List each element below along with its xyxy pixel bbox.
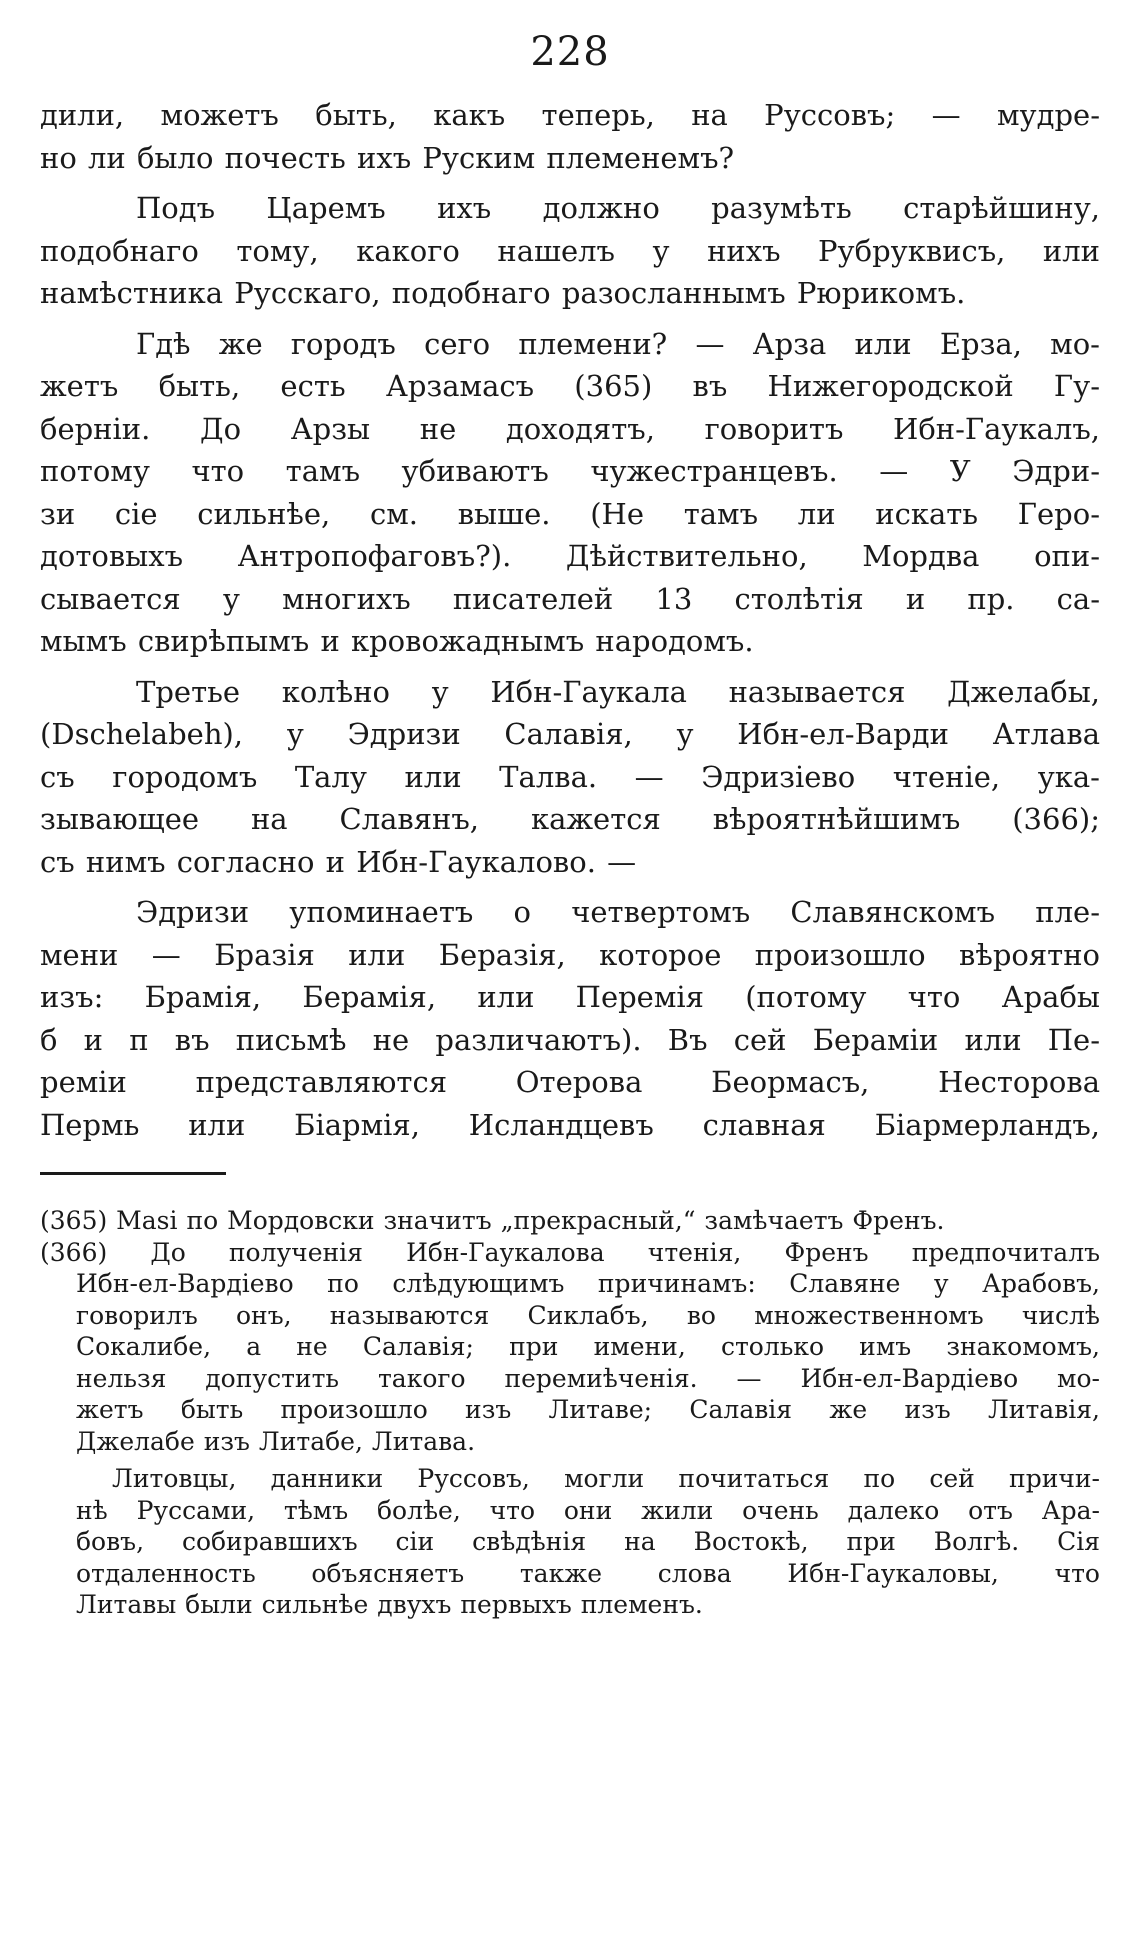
text-line: но ли было почесть ихъ Руским племенемъ?	[40, 140, 735, 175]
text-line: Подъ Царемъ ихъ должно разумѣть старѣйшину,	[136, 191, 1100, 225]
footnote-line: (366) До полученія Ибн-Гаукалова чтенія, Френъ предпочиталъ	[40, 1237, 1100, 1267]
book-page	[40, 28, 1100, 1621]
text-line: Пермь или Біармія, Исландцевъ славная Біармерландъ,	[40, 1107, 1100, 1142]
text-line: берніи. До Арзы не доходятъ, говоритъ Ибн-Гаукалъ,	[40, 411, 1100, 446]
text-line: (Dschelabeh), у Эдризи Салавія, у Ибн-ел-Варди Атлава	[40, 717, 1100, 751]
text-line: ремiи представляются Отерова Беормасъ, Несторова	[40, 1065, 1100, 1099]
footnotes	[40, 1205, 1100, 1621]
footnote-line: говорилъ онъ, называются Сиклабъ, во множественномъ числѣ	[76, 1300, 1100, 1330]
text-line: потому что тамъ убиваютъ чужестранцевъ. — У Эдри-	[40, 454, 1100, 488]
text-line: б и п въ письмѣ не различаютъ). Въ сей Берамiи или Пе-	[40, 1022, 1100, 1057]
footnote-divider	[40, 1172, 226, 1175]
text-line: Третье колѣно у Ибн-Гаукала называется Джелабы,	[136, 674, 1100, 709]
text-line: подобнаго тому, какого нашелъ у нихъ Рубруквисъ, или	[40, 233, 1100, 268]
text-line: Эдризи упоминаетъ о четвертомъ Славянскомъ пле-	[136, 895, 1100, 929]
text-line: зывающее на Славянъ, кажется вѣроятнѣйшимъ (366);	[40, 802, 1100, 836]
footnote-line: нѣ Руссами, тѣмъ болѣе, что они жили очень далеко отъ Ара-	[76, 1495, 1100, 1525]
text-line: Гдѣ же городъ сего племени? — Арза или Ерза, мо-	[136, 326, 1100, 361]
text-line: съ нимъ согласно и Ибн-Гаукалово. —	[40, 844, 637, 879]
text-line: жетъ быть, есть Арзамасъ (365) въ Нижегородской Гу-	[40, 369, 1100, 403]
main-text	[40, 94, 1100, 1146]
footnote-line: (365) Masi по Мордовски значитъ „прекрасный,“ замѣчаетъ Френъ.	[40, 1206, 945, 1235]
footnote-line: жетъ быть произошло изъ Литаве; Салавія же изъ Литавія,	[76, 1395, 1100, 1424]
text-line: зи сіе сильнѣе, см. выше. (Не тамъ ли искать Геро-	[40, 496, 1100, 531]
text-line: сывается у многихъ писателей 13 столѣтія и пр. са-	[40, 581, 1100, 616]
footnote-line: Литовцы, данники Руссовъ, могли почитаться по сей причи-	[112, 1464, 1100, 1493]
page-number: 228	[530, 29, 610, 75]
text-line: намѣстника Русскаго, подобнаго разосланнымъ Рюрикомъ.	[40, 276, 966, 310]
text-line: изъ: Брамія, Берамія, или Перемія (потому что Арабы	[40, 980, 1100, 1014]
footnote-line: Джелабе изъ Литабе, Литава.	[76, 1426, 476, 1456]
footnote-line: Сокалибе, а не Салавія; при имени, столько имъ знакомомъ,	[76, 1332, 1100, 1361]
footnote-line: Литавы были сильнѣе двухъ первыхъ племенъ.	[76, 1590, 703, 1619]
text-line: съ городомъ Талу или Талва. — Эдризіево чтеніе, ука-	[40, 759, 1100, 794]
text-line: мени — Бразія или Беразія, которое произошло вѣроятно	[40, 937, 1100, 972]
text-line: дотовыхъ Антропофаговъ?). Дѣйствительно, Мордва опи-	[40, 539, 1100, 573]
text-line: дили, можетъ быть, какъ теперь, на Руссовъ; — мудре-	[40, 98, 1100, 132]
footnote-line: нельзя допустить такого перемиѣченія. — Ибн-ел-Вардіево мо-	[76, 1363, 1100, 1393]
text-line: мымъ свирѣпымъ и кровожаднымъ народомъ.	[40, 624, 754, 658]
footnote-line: отдаленность объясняетъ также слова Ибн-Гаукаловы, что	[76, 1558, 1100, 1588]
footnote-line: бовъ, собиравшихъ сіи свѣдѣнія на Востокѣ, при Волгѣ. Сія	[76, 1527, 1100, 1556]
footnote-line: Ибн-ел-Вардіево по слѣдующимъ причинамъ: Славяне у Арабовъ,	[76, 1269, 1100, 1298]
